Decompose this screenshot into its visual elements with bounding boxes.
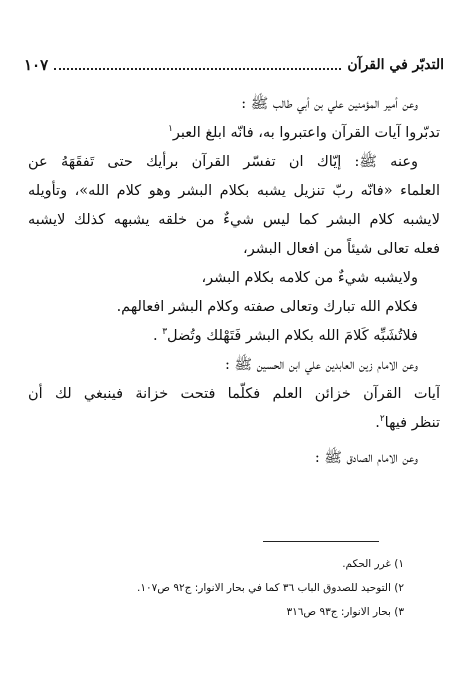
text-line-2: تدبّروا آيات القرآن واعتبروا به، فانّه ابلغ العبر$^١$ bbox=[168, 124, 440, 141]
footnote-2: ٢) التوحيد للصدوق الباب ٣٦ كما في بحار الانوار: ج٩٢ ص١٠٧. bbox=[137, 582, 404, 594]
page-number: ١٠٧ bbox=[24, 56, 49, 74]
footnotes bbox=[28, 552, 404, 624]
text-line-9: فلاتُشَبِّه كَلامَ الله بكلام البشر فَتَهْلك وتُضل$^٣$ . bbox=[152, 327, 418, 344]
header-dot-leader bbox=[54, 68, 341, 70]
text-line-10: وعن الامام زين العابدين علي ابن الحسين ﷺ : bbox=[225, 357, 418, 373]
footnote-separator bbox=[263, 541, 379, 542]
footnote-3: ٣) بحار الانوار: ج٩٣ ص٣١٦ bbox=[286, 606, 404, 618]
footnote-ref-3: ٣ bbox=[162, 327, 168, 338]
text-line-13: وعن الامام الصادق ﷺ : bbox=[314, 450, 418, 466]
main-text bbox=[28, 90, 440, 473]
text-line-3: وعنه ﷺ: إيّاك ان تفسّر القرآن برأيك حتى تَفقَهَهُ عن bbox=[28, 154, 418, 170]
page-header bbox=[24, 52, 444, 78]
footnote-ref-1: ١ bbox=[168, 124, 173, 135]
text-line-12: تنظر فيها$^٢$. bbox=[375, 414, 440, 431]
text-line-5: لايشبه كلام البشر كما ليس شيءٌ من خلقه يشبهه كذلك لايشبه bbox=[28, 212, 440, 228]
text-line-11: آيات القرآن خزائن العلم فكلّما فتحت خزانة فينبغي لك أن bbox=[28, 386, 440, 402]
text-line-8: فكلام الله تبارك وتعالى صفته وكلام البشر افعالهم. bbox=[116, 299, 418, 315]
text-line-7: ولايشبه شيءٌ من كلامه بكلام البشر، bbox=[201, 270, 418, 286]
text-line-4: العلماء «فانّه ربّ تنزيل يشبه بكلام البشر وهو كلام الله»، وتأويله bbox=[28, 183, 440, 199]
running-title: التدبّر في القرآن bbox=[347, 57, 444, 73]
text-line-1: وعن أمير المؤمنين علي بن أبي طالب ﷺ : bbox=[241, 96, 418, 112]
footnote-ref-2: ٢ bbox=[379, 414, 385, 425]
text-line-6: فعله تعالى شيئاً من افعال البشر، bbox=[243, 241, 440, 257]
footnote-1: ١) غرر الحكم. bbox=[342, 558, 404, 570]
